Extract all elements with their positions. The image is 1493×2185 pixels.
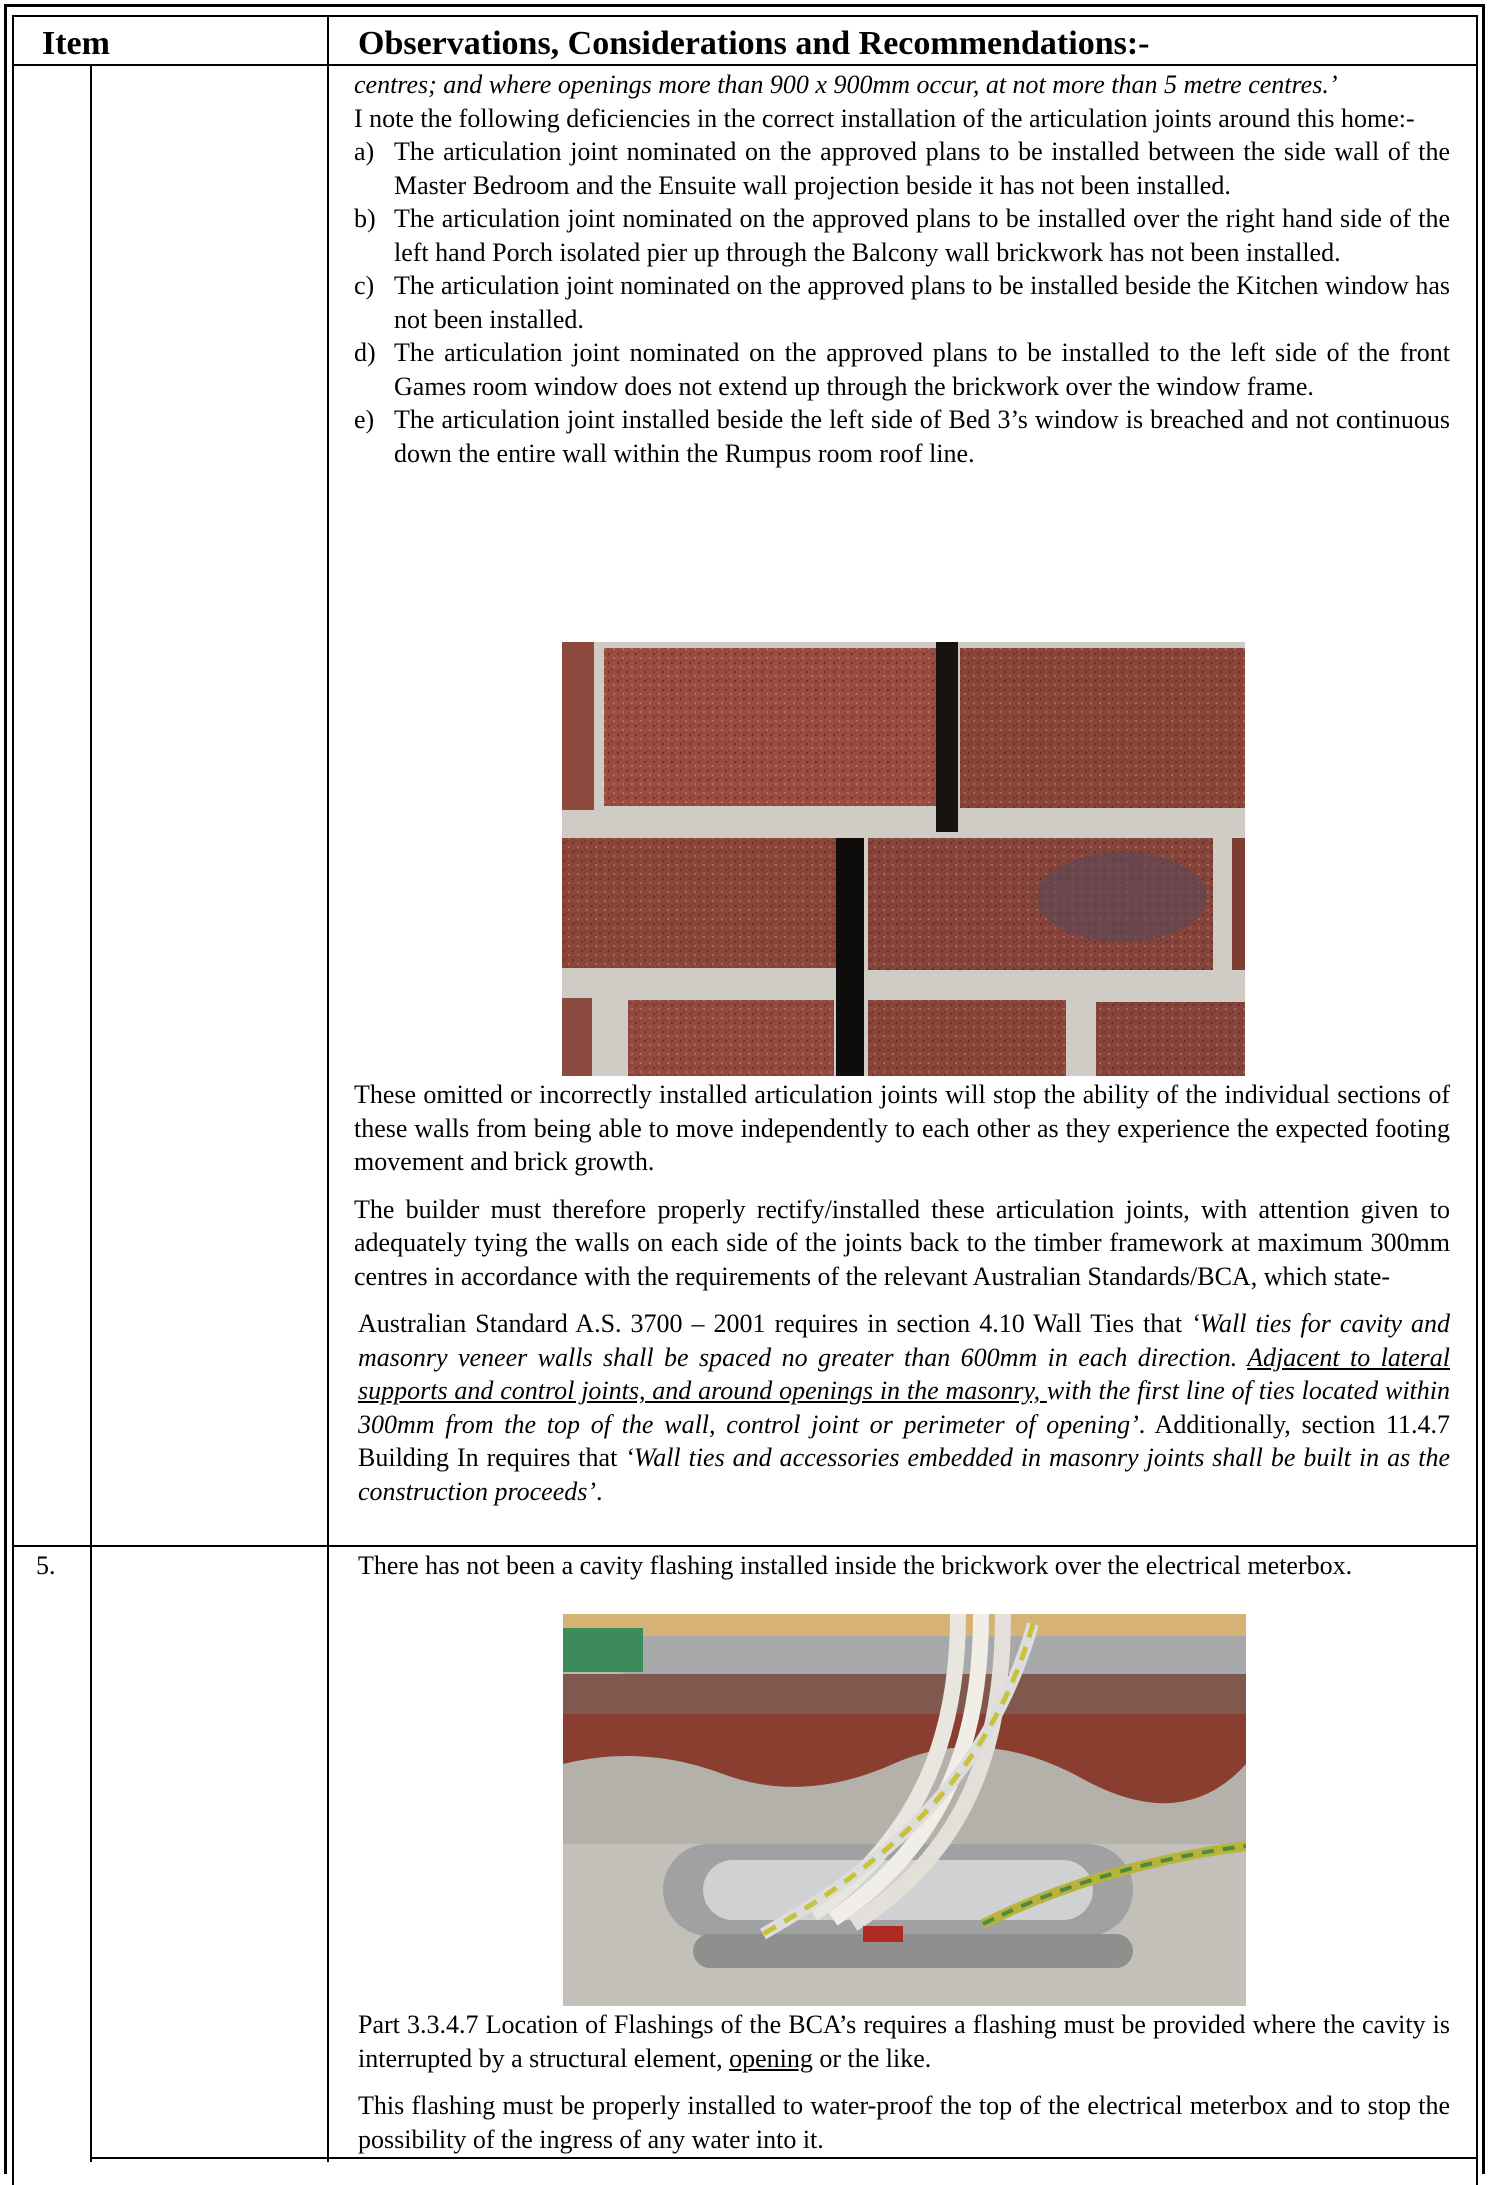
meterbox-discussion — [354, 2008, 1450, 2156]
bca-paragraph — [358, 2008, 1450, 2075]
consequence-paragraph: These omitted or incorrectly installed articulation joints will stop the ability of the individual sections of these walls from being able to move independently to each other as they experience the expected footing movement and brick growth. — [354, 1080, 1450, 1176]
bca-text: Part 3.3.4.7 Location of Flashings of the BCA’s requires a flashing must be provided where the cavity is interrupted by a structural element, — [358, 2010, 1450, 2073]
list-marker: d) — [354, 338, 376, 367]
standard-quote-underlined: Adjacent to lateral supports and control joints, and around openings in the masonry, — [358, 1342, 1450, 1405]
standard-text: Australian Standard A.S. 3700 – 2001 requires in section 4.10 Wall Ties that — [358, 1309, 1192, 1338]
deficiency-text: The articulation joint nominated on the approved plans to be installed between the side wall of the Master Bedroom and the Ensuite wall projection beside it has not been installed. — [394, 137, 1450, 200]
item-number: 5. — [36, 1551, 56, 1580]
standard-paragraph — [354, 1307, 1450, 1508]
deficiency-item — [354, 336, 1450, 403]
deficiency-text: The articulation joint installed beside the left side of Bed 3’s window is breached and not continuous down the entire wall within the Rumpus room roof line. — [394, 405, 1450, 468]
header-rule — [13, 64, 1477, 66]
deficiency-text: The articulation joint nominated on the approved plans to be installed to the left side of the front Games room window does not extend up through the brickwork over the window frame. — [394, 338, 1450, 401]
recommendation-paragraph: The builder must therefore properly rectify/installed these articulation joints, with attention given to adequately tying the walls on each side of the joints back to the timber framework at maximum 300mm centres in accordance with the requirements of the relevant Australian Standards/BCA, which state- — [354, 1194, 1450, 1291]
brick-articulation-joint-photo — [562, 642, 1245, 1076]
standard-quote: with the first line of ties located within 300mm from the top of the wall, control joint or perimeter of opening’ — [358, 1376, 1450, 1439]
bca-underlined-term: opening — [729, 2043, 813, 2073]
deficiency-text: The articulation joint nominated on the approved plans to be installed over the right hand side of the left hand Porch isolated pier up through the Balcony wall brickwork has not been installed. — [394, 204, 1450, 267]
bottom-rule — [90, 2157, 1477, 2159]
deficiency-text: The articulation joint nominated on the approved plans to be installed beside the Kitchen window has not been installed. — [394, 271, 1450, 334]
observation-paragraph: There has not been a cavity flashing installed inside the brickwork over the electrical meterbox. — [358, 1551, 1353, 1580]
standard-text: . — [596, 1476, 603, 1506]
meterbox-observation — [354, 1549, 1450, 1583]
list-marker: b) — [354, 204, 376, 233]
standard-quote: ‘Wall ties and accessories embedded in masonry joints shall be built in as the construction proceeds’ — [358, 1443, 1450, 1506]
column-divider-observations — [327, 16, 329, 2162]
row-rule-item-5 — [13, 1545, 1477, 1547]
lead-quote: centres; and where openings more than 900 x 900mm occur, at not more than 5 metre centres.’ — [354, 70, 1338, 99]
list-marker: c) — [354, 271, 375, 300]
deficiency-item — [354, 269, 1450, 336]
meterbox-photo — [563, 1614, 1246, 2006]
standard-text: . Additionally, section 11.4.7 Building In requires that — [358, 1409, 1451, 1472]
deficiency-item — [354, 202, 1450, 269]
standard-quote: ‘Wall ties for cavity and masonry veneer walls shall be spaced no greater than 600mm in each direction. — [358, 1309, 1450, 1372]
articulation-joint-discussion — [354, 1078, 1450, 1508]
column-header-item: Item — [42, 25, 110, 62]
deficiency-intro: I note the following deficiencies in the correct installation of the articulation joints around this home:- — [354, 103, 1415, 133]
bca-text: or the like. — [812, 2043, 932, 2073]
articulation-joint-section — [354, 68, 1450, 470]
list-marker: e) — [354, 405, 375, 434]
deficiency-item — [354, 135, 1450, 202]
column-header-observations: Observations, Considerations and Recommendations:- — [358, 25, 1150, 62]
column-divider-item — [90, 66, 92, 2162]
meterbox-recommendation: This flashing must be properly installed to water-proof the top of the electrical meterbox and to stop the possibility of the ingress of any water into it. — [358, 2091, 1450, 2154]
list-marker: a) — [354, 137, 375, 166]
deficiency-item — [354, 403, 1450, 470]
